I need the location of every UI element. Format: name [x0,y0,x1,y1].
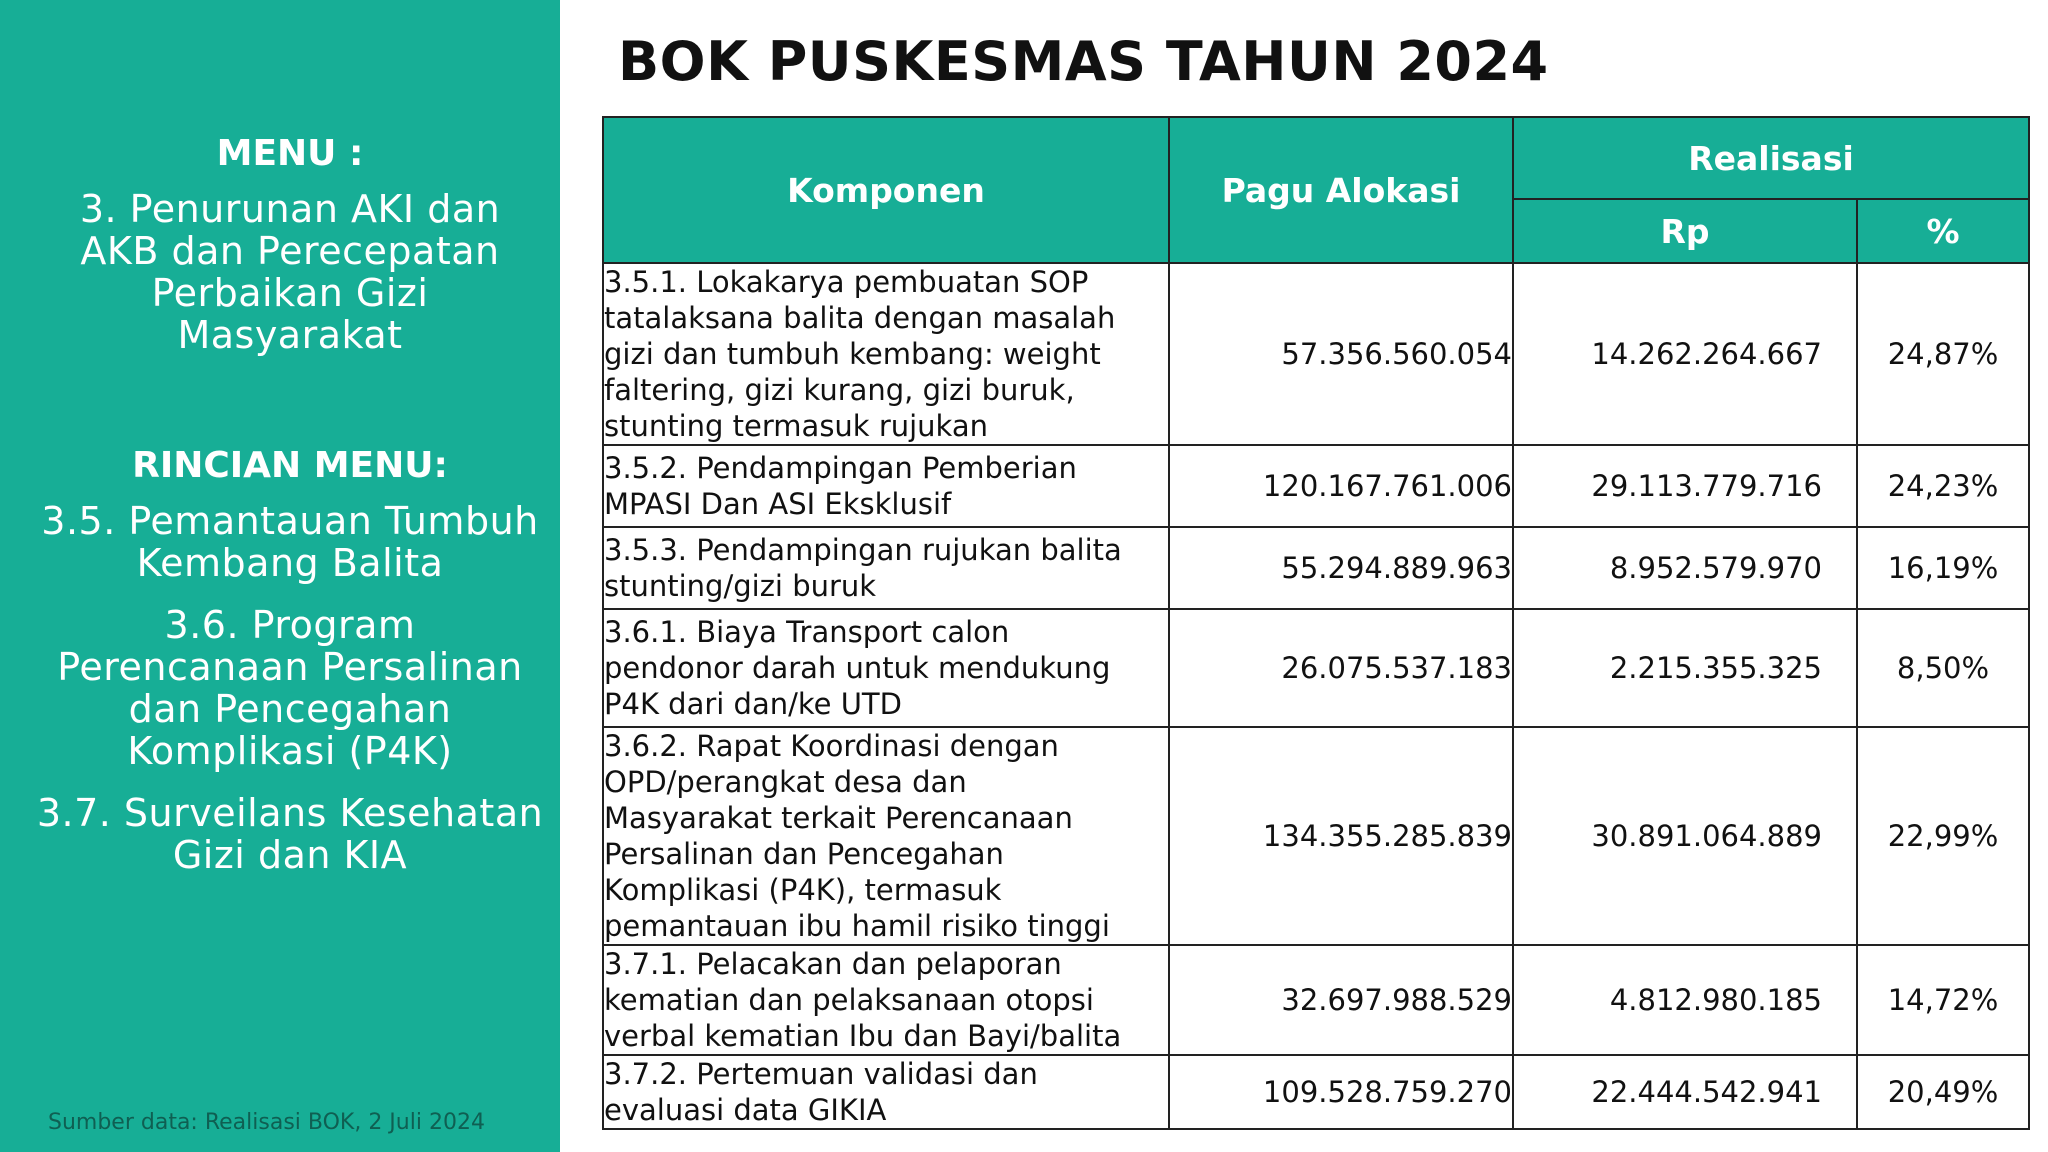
menu-text [30,188,550,356]
menu-text-line: 3. Penurunan AKI dan [79,187,501,231]
percent-cell: 20,49% [1857,1055,2029,1129]
komponen-line: stunting termasuk rujukan [604,409,988,443]
bok-table [602,116,2030,1130]
komponen-line: 3.5.1. Lokakarya pembuatan SOP [604,265,1089,299]
rincian-item-line: 3.6. Program [164,603,416,647]
percent-cell: 8,50% [1857,609,2029,727]
source-note: Sumber data: Realisasi BOK, 2 Juli 2024 [48,1110,485,1135]
header-percent: % [1857,199,2029,263]
komponen-cell [603,263,1169,445]
komponen-line: evaluasi data GIKIA [604,1093,887,1127]
komponen-line: OPD/perangkat desa dan [604,765,967,799]
rincian-item-line: 3.5. Pemantauan Tumbuh [41,499,539,543]
komponen-cell [603,945,1169,1055]
table-row [603,945,2029,1055]
header-komponen: Komponen [603,117,1169,263]
komponen-line: 3.6.1. Biaya Transport calon [604,615,1010,649]
komponen-line: tatalaksana balita dengan masalah [604,301,1116,335]
pagu-cell: 134.355.285.839 [1169,727,1513,945]
komponen-line: kematian dan pelaksanaan otopsi [604,983,1094,1017]
menu-section [30,132,550,356]
rp-cell: 30.891.064.889 [1513,727,1857,945]
komponen-line: P4K dari dan/ke UTD [604,687,902,721]
menu-text-line: Perbaikan Gizi [151,271,429,315]
komponen-cell [603,1055,1169,1129]
komponen-line: verbal kematian Ibu dan Bayi/balita [604,1019,1122,1053]
menu-text-line: Masyarakat [177,313,403,357]
pagu-cell: 55.294.889.963 [1169,527,1513,609]
rp-cell: 29.113.779.716 [1513,445,1857,527]
pagu-cell: 32.697.988.529 [1169,945,1513,1055]
percent-cell: 14,72% [1857,945,2029,1055]
rincian-item-line: 3.7. Surveilans Kesehatan [36,791,544,835]
komponen-line: stunting/gizi buruk [604,569,877,603]
rp-cell: 4.812.980.185 [1513,945,1857,1055]
komponen-line: 3.7.2. Pertemuan validasi dan [604,1057,1038,1091]
komponen-line: pendonor darah untuk mendukung [604,651,1111,685]
header-pagu-alokasi: Pagu Alokasi [1169,117,1513,263]
rincian-item [30,792,550,876]
percent-cell: 24,23% [1857,445,2029,527]
sidebar [0,0,560,1152]
rincian-item-line: Perencanaan Persalinan [57,645,523,689]
table-row [603,527,2029,609]
komponen-line: Komplikasi (P4K), termasuk [604,873,1002,907]
rp-cell: 2.215.355.325 [1513,609,1857,727]
pagu-cell: 120.167.761.006 [1169,445,1513,527]
table-row [603,727,2029,945]
komponen-line: 3.5.2. Pendampingan Pemberian [604,451,1077,485]
rincian-heading: RINCIAN MENU: [132,445,448,486]
komponen-line: faltering, gizi kurang, gizi buruk, [604,373,1075,407]
header-rp: Rp [1513,199,1857,263]
menu-heading: MENU : [216,133,364,174]
percent-cell: 16,19% [1857,527,2029,609]
komponen-cell [603,527,1169,609]
rincian-section [30,444,550,876]
komponen-cell [603,727,1169,945]
rincian-item-line: dan Pencegahan [128,687,452,731]
rincian-item-line: Gizi dan KIA [172,833,408,877]
rincian-item [30,500,550,584]
komponen-line: 3.6.2. Rapat Koordinasi dengan [604,729,1059,763]
komponen-cell [603,445,1169,527]
komponen-line: 3.7.1. Pelacakan dan pelaporan [604,947,1062,981]
komponen-line: Masyarakat terkait Perencanaan [604,801,1073,835]
rp-cell: 14.262.264.667 [1513,263,1857,445]
percent-cell: 24,87% [1857,263,2029,445]
percent-cell: 22,99% [1857,727,2029,945]
komponen-cell [603,609,1169,727]
rincian-item [30,604,550,772]
rincian-item-line: Kembang Balita [136,541,444,585]
table-row [603,609,2029,727]
rincian-item-line: Komplikasi (P4K) [127,729,453,773]
pagu-cell: 57.356.560.054 [1169,263,1513,445]
pagu-cell: 109.528.759.270 [1169,1055,1513,1129]
table-row [603,445,2029,527]
komponen-line: Persalinan dan Pencegahan [604,837,1004,871]
rp-cell: 22.444.542.941 [1513,1055,1857,1129]
menu-text-line: AKB dan Perecepatan [80,229,500,273]
table-row [603,1055,2029,1129]
komponen-line: pemantauan ibu hamil risiko tinggi [604,909,1110,943]
komponen-line: MPASI Dan ASI Eksklusif [604,487,952,521]
pagu-cell: 26.075.537.183 [1169,609,1513,727]
table-row [603,263,2029,445]
rp-cell: 8.952.579.970 [1513,527,1857,609]
komponen-line: gizi dan tumbuh kembang: weight [604,337,1101,371]
page-title: BOK PUSKESMAS TAHUN 2024 [618,30,1549,93]
header-realisasi: Realisasi [1513,117,2029,199]
komponen-line: 3.5.3. Pendampingan rujukan balita [604,533,1122,567]
